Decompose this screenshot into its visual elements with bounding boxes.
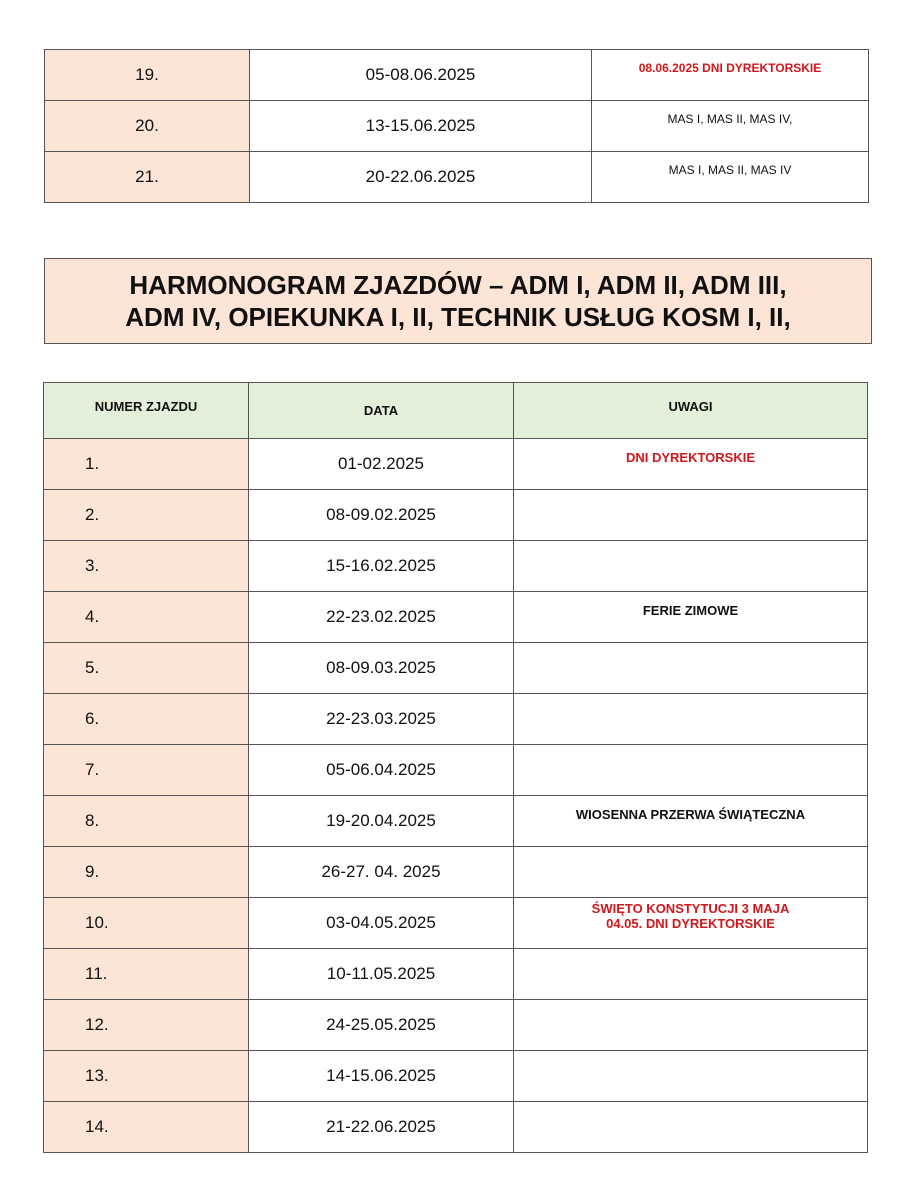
row-date: 20-22.06.2025 bbox=[250, 152, 592, 203]
row-number: 9. bbox=[44, 847, 249, 898]
row-number: 13. bbox=[44, 1051, 249, 1102]
previous-schedule-row bbox=[45, 101, 869, 152]
row-note bbox=[514, 796, 868, 847]
row-note bbox=[592, 152, 869, 203]
schedule-row bbox=[44, 1051, 868, 1102]
row-note-text bbox=[514, 901, 867, 931]
row-date: 01-02.2025 bbox=[249, 439, 514, 490]
schedule-table bbox=[43, 382, 868, 1153]
row-date: 15-16.02.2025 bbox=[249, 541, 514, 592]
row-note-line-1: WIOSENNA PRZERWA ŚWIĄTECZNA bbox=[575, 806, 806, 822]
previous-schedule-row bbox=[45, 152, 869, 203]
schedule-row bbox=[44, 541, 868, 592]
row-date: 05-06.04.2025 bbox=[249, 745, 514, 796]
row-note bbox=[514, 592, 868, 643]
row-note bbox=[514, 541, 868, 592]
row-note-text bbox=[514, 450, 867, 465]
previous-schedule-row bbox=[45, 50, 869, 101]
row-note bbox=[592, 101, 869, 152]
row-note bbox=[514, 694, 868, 745]
row-note bbox=[514, 1000, 868, 1051]
row-date: 19-20.04.2025 bbox=[249, 796, 514, 847]
schedule-row bbox=[44, 847, 868, 898]
schedule-row bbox=[44, 745, 868, 796]
row-date: 22-23.02.2025 bbox=[249, 592, 514, 643]
row-date: 26-27. 04. 2025 bbox=[249, 847, 514, 898]
row-number: 11. bbox=[44, 949, 249, 1000]
row-number: 5. bbox=[44, 643, 249, 694]
row-note bbox=[514, 490, 868, 541]
row-note-text: MAS I, MAS II, MAS IV, bbox=[667, 112, 793, 126]
schedule-row bbox=[44, 643, 868, 694]
row-date: 24-25.05.2025 bbox=[249, 1000, 514, 1051]
row-note-text: 08.06.2025 DNI DYREKTORSKIE bbox=[638, 61, 822, 75]
row-note-line-1: DNI DYREKTORSKIE bbox=[625, 449, 756, 465]
row-note-line-2: 04.05. DNI DYREKTORSKIE bbox=[606, 916, 775, 931]
row-note bbox=[514, 643, 868, 694]
row-date: 08-09.02.2025 bbox=[249, 490, 514, 541]
header-number: NUMER ZJAZDU bbox=[44, 383, 249, 439]
row-number: 14. bbox=[44, 1102, 249, 1153]
row-number: 12. bbox=[44, 1000, 249, 1051]
schedule-heading bbox=[44, 258, 872, 344]
row-date: 14-15.06.2025 bbox=[249, 1051, 514, 1102]
schedule-heading-line-1: HARMONOGRAM ZJAZDÓW – ADM I, ADM II, ADM III, bbox=[129, 270, 787, 300]
schedule-row bbox=[44, 592, 868, 643]
row-note bbox=[514, 745, 868, 796]
row-date: 05-08.06.2025 bbox=[250, 50, 592, 101]
row-note-line-1: FERIE ZIMOWE bbox=[642, 602, 739, 618]
row-date: 21-22.06.2025 bbox=[249, 1102, 514, 1153]
row-note-text: MAS I, MAS II, MAS IV bbox=[668, 163, 792, 177]
row-note-text bbox=[514, 807, 867, 822]
row-note bbox=[592, 50, 869, 101]
row-number: 10. bbox=[44, 898, 249, 949]
schedule-row bbox=[44, 1102, 868, 1153]
row-number: 20. bbox=[45, 101, 250, 152]
schedule-table-body bbox=[44, 383, 868, 1153]
schedule-row bbox=[44, 490, 868, 541]
row-note bbox=[514, 1102, 868, 1153]
row-number: 4. bbox=[44, 592, 249, 643]
row-note bbox=[514, 1051, 868, 1102]
schedule-row bbox=[44, 439, 868, 490]
schedule-header-row bbox=[44, 383, 868, 439]
previous-schedule-table bbox=[44, 49, 869, 203]
schedule-row bbox=[44, 898, 868, 949]
row-note-text bbox=[514, 603, 867, 618]
row-number: 3. bbox=[44, 541, 249, 592]
row-number: 6. bbox=[44, 694, 249, 745]
row-number: 19. bbox=[45, 50, 250, 101]
row-note-line-1: ŚWIĘTO KONSTYTUCJI 3 MAJA bbox=[591, 901, 790, 916]
row-date: 22-23.03.2025 bbox=[249, 694, 514, 745]
row-note bbox=[514, 439, 868, 490]
row-note bbox=[514, 949, 868, 1000]
schedule-row bbox=[44, 796, 868, 847]
row-number: 8. bbox=[44, 796, 249, 847]
row-note bbox=[514, 847, 868, 898]
row-date: 08-09.03.2025 bbox=[249, 643, 514, 694]
row-date: 13-15.06.2025 bbox=[250, 101, 592, 152]
header-date: DATA bbox=[249, 383, 514, 439]
row-date: 03-04.05.2025 bbox=[249, 898, 514, 949]
schedule-row bbox=[44, 694, 868, 745]
row-number: 1. bbox=[44, 439, 249, 490]
previous-schedule-body bbox=[45, 50, 869, 203]
row-number: 21. bbox=[45, 152, 250, 203]
schedule-row bbox=[44, 1000, 868, 1051]
header-notes: UWAGI bbox=[514, 383, 868, 439]
schedule-row bbox=[44, 949, 868, 1000]
row-number: 2. bbox=[44, 490, 249, 541]
row-note bbox=[514, 898, 868, 949]
schedule-heading-line-2: ADM IV, OPIEKUNKA I, II, TECHNIK USŁUG KOSM I, II, bbox=[125, 302, 791, 332]
row-date: 10-11.05.2025 bbox=[249, 949, 514, 1000]
row-number: 7. bbox=[44, 745, 249, 796]
